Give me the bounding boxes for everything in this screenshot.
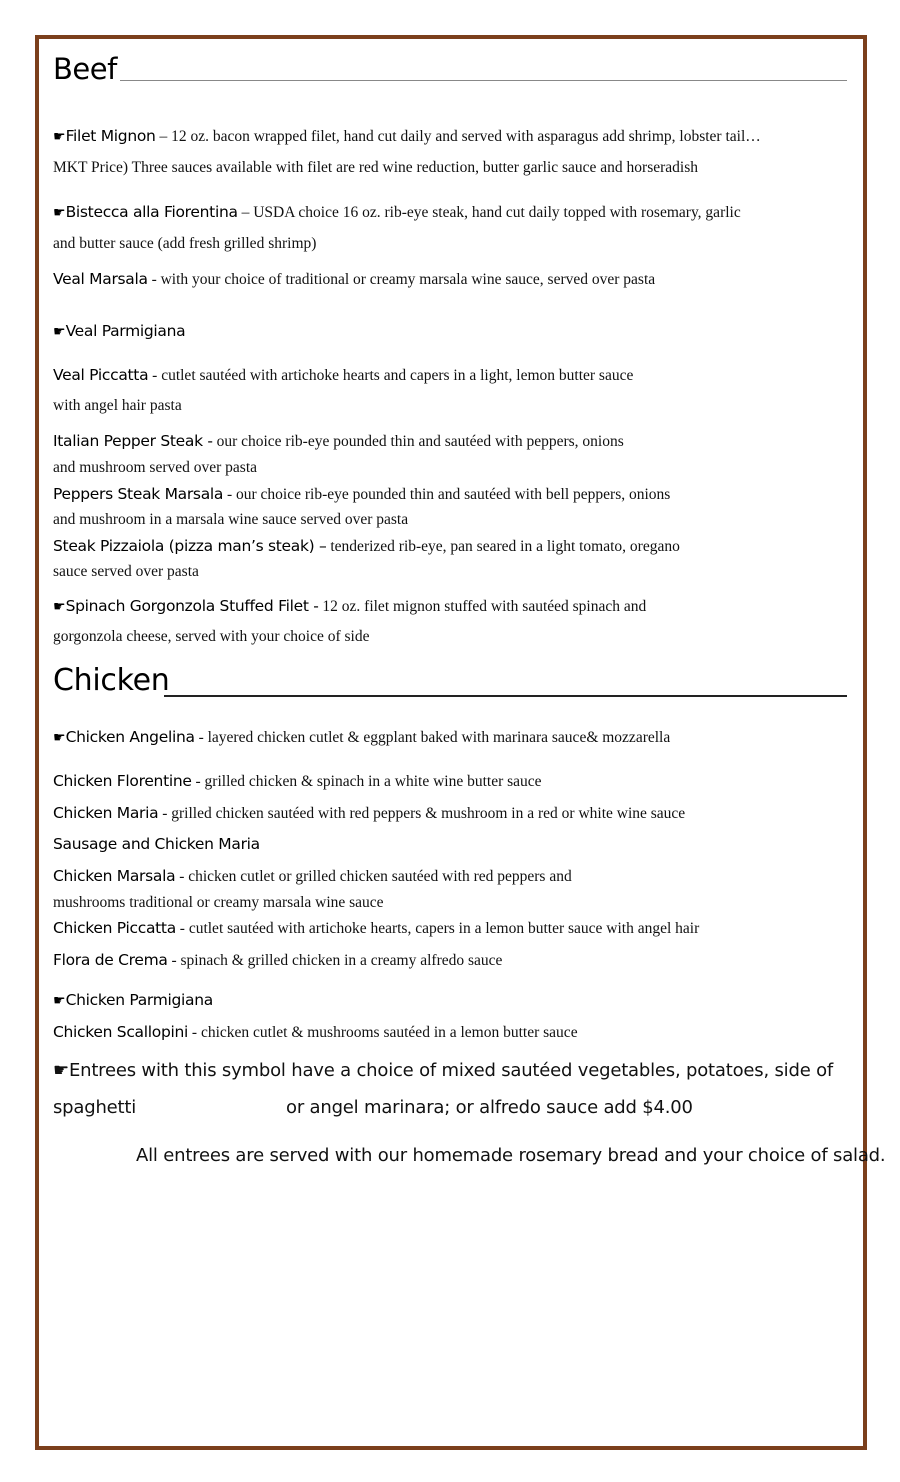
item-name: Chicken Scallopini (53, 1023, 189, 1041)
item-description: - our choice rib-eye pounded thin and sautéed with bell peppers, onions (223, 486, 671, 503)
symbol-note (53, 1061, 833, 1081)
item-description: – USDA choice 16 oz. rib-eye steak, hand cut daily topped with rosemary, garlic (237, 204, 741, 221)
menu-item-bistecca (53, 202, 741, 223)
item-name: Veal Parmigiana (65, 322, 186, 340)
item-name: Veal Marsala (53, 270, 148, 288)
hand-pointing-icon: ☛ (53, 599, 66, 615)
beef-heading: Beef (53, 52, 117, 86)
item-description: tenderized rib-eye, pan seared in a light tomato, oregano (326, 538, 680, 555)
item-name: Chicken Marsala (53, 867, 176, 885)
item-description-cont: sauce served over pasta (53, 563, 199, 580)
item-name: Italian Pepper Steak - (53, 432, 213, 450)
menu-item-chicken-marsala (53, 866, 572, 887)
item-description: - chicken cutlet & mushrooms sautéed in a lemon butter sauce (188, 1024, 578, 1041)
item-description: - layered chicken cutlet & eggplant baked with marinara sauce& mozzarella (194, 729, 671, 746)
item-description-cont: gorgonzola cheese, served with your choice of side (53, 628, 370, 645)
item-name: Flora de Crema (53, 951, 168, 969)
item-description: our choice rib-eye pounded thin and sautéed with peppers, onions (212, 433, 624, 450)
symbol-note-cont-b: or angel marinara; or alfredo sauce add $4.00 (286, 1097, 693, 1118)
menu-item-steak-pizzaiola (53, 536, 680, 557)
menu-item-peppers-steak-marsala (53, 484, 670, 505)
item-description-cont: and mushroom in a marsala wine sauce served over pasta (53, 511, 409, 528)
menu-item-chicken-florentine (53, 771, 542, 792)
item-name: Chicken Angelina (65, 728, 195, 746)
item-description: - cutlet sautéed with artichoke hearts and capers in a light, lemon butter sauce (148, 367, 634, 384)
item-name: Peppers Steak Marsala (53, 485, 224, 503)
item-name: Filet Mignon (65, 127, 156, 145)
menu-item-sausage-chicken-maria (53, 834, 260, 855)
item-name: Chicken Maria (53, 804, 159, 822)
item-description: - with your choice of traditional or creamy marsala wine sauce, served over pasta (147, 271, 656, 288)
item-name: Chicken Parmigiana (65, 991, 213, 1009)
menu-item-veal-piccatta (53, 365, 633, 386)
item-name: Spinach Gorgonzola Stuffed Filet - (65, 597, 319, 615)
hand-pointing-icon: ☛ (53, 993, 66, 1009)
symbol-note-cont-a: spaghetti (53, 1097, 137, 1118)
hand-pointing-icon: ☛ (53, 129, 66, 145)
item-description: - cutlet sautéed with artichoke hearts, capers in a lemon butter sauce with angel hair (175, 920, 700, 937)
menu-item-chicken-angelina (53, 727, 670, 748)
item-description-cont: with angel hair pasta (53, 397, 182, 414)
menu-item-chicken-piccatta (53, 918, 699, 939)
bread-and-salad-note: All entrees are served with our homemade rosemary bread and your choice of salad. (136, 1145, 886, 1166)
hand-pointing-icon: ☛ (53, 730, 66, 746)
menu-item-italian-pepper-steak (53, 431, 624, 452)
hand-pointing-icon: ☛ (53, 324, 66, 340)
item-description-cont: MKT Price) Three sauces available with filet are red wine reduction, butter garlic sauce and horseradish (53, 159, 699, 176)
item-description-cont: mushrooms traditional or creamy marsala wine sauce (53, 894, 384, 911)
hand-pointing-icon: ☛ (53, 1060, 69, 1081)
item-description: - spinach & grilled chicken in a creamy alfredo sauce (167, 952, 503, 969)
item-description: - grilled chicken sautéed with red peppers & mushroom in a red or white wine sauce (158, 805, 686, 822)
item-description-cont: and butter sauce (add fresh grilled shrimp) (53, 235, 317, 252)
menu-item-flora-de-crema (53, 950, 502, 971)
menu-item-chicken-parmigiana (53, 990, 213, 1011)
item-name: Chicken Florentine (53, 772, 192, 790)
item-description: - chicken cutlet or grilled chicken sautéed with red peppers and (175, 868, 572, 885)
item-description-cont: and mushroom served over pasta (53, 459, 258, 476)
beef-heading-rule (120, 80, 847, 81)
item-description: – 12 oz. bacon wrapped filet, hand cut daily and served with asparagus add shrimp, lobster tail… (155, 128, 761, 145)
item-name: Chicken Piccatta (53, 919, 176, 937)
chicken-heading-rule (164, 695, 847, 697)
item-name: Bistecca alla Fiorentina (65, 203, 238, 221)
item-description: 12 oz. filet mignon stuffed with sautéed spinach and (318, 598, 647, 615)
item-description: - grilled chicken & spinach in a white wine butter sauce (191, 773, 542, 790)
item-name: Sausage and Chicken Maria (53, 835, 260, 853)
menu-item-filet-mignon (53, 126, 761, 147)
chicken-heading: Chicken (53, 663, 170, 698)
symbol-note-text: Entrees with this symbol have a choice of mixed sautéed vegetables, potatoes, side of (68, 1060, 834, 1081)
menu-item-chicken-scallopini (53, 1022, 578, 1043)
menu-item-veal-marsala (53, 269, 655, 290)
menu-item-veal-parmigiana (53, 321, 185, 342)
item-name: Steak Pizzaiola (pizza man’s steak) – (53, 537, 327, 555)
menu-item-chicken-maria (53, 803, 685, 824)
menu-item-spinach-gorgonzola-filet (53, 596, 646, 617)
item-name: Veal Piccatta (53, 366, 149, 384)
hand-pointing-icon: ☛ (53, 205, 66, 221)
